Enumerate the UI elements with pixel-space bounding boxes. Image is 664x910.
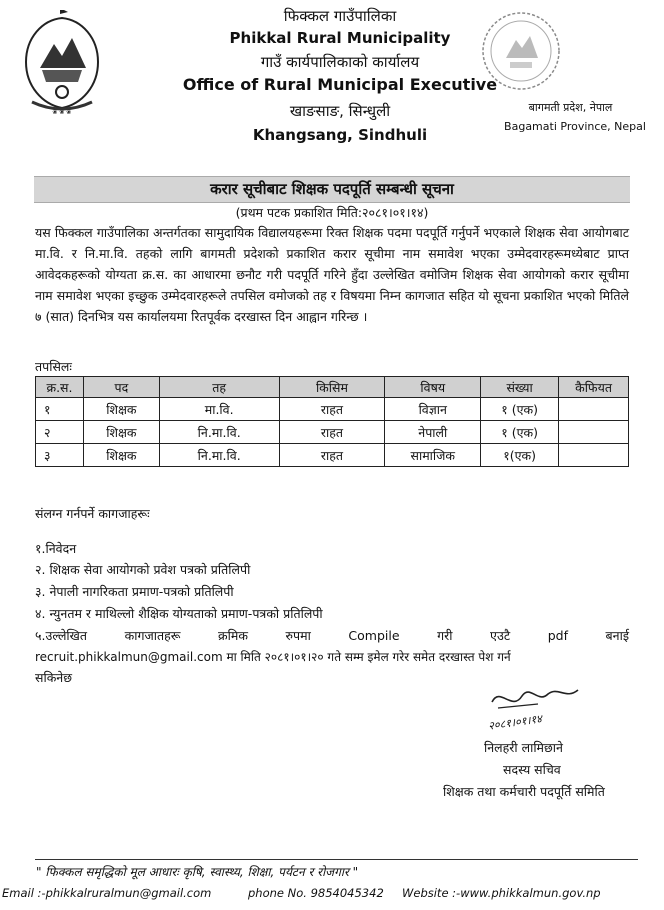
office-name-en: Office of Rural Municipal Executive — [182, 75, 498, 94]
vacancy-table — [35, 376, 629, 467]
footer-divider — [35, 859, 638, 860]
col-count: संख्या — [481, 377, 559, 398]
table-cell: १(एक) — [481, 444, 559, 467]
document-item-5-line3: सकिनेछ — [35, 670, 72, 685]
table-cell: १ (एक) — [481, 421, 559, 444]
table-cell: १ — [36, 398, 84, 421]
place-en: Khangsang, Sindhuli — [252, 126, 428, 144]
table-row — [36, 398, 629, 421]
table-cell: ३ — [36, 444, 84, 467]
table-cell — [559, 398, 629, 421]
document-item: ३. नेपाली नागरिकता प्रमाण-पत्रको प्रतिलिपी — [35, 584, 234, 599]
municipality-name-en: Phikkal Rural Municipality — [229, 29, 451, 47]
office-name-np: गाउँ कार्यपालिकाको कार्यालय — [260, 53, 420, 71]
col-subject: विषय — [385, 377, 481, 398]
documents-heading: संलग्न गर्नपर्ने कागजाहरूः — [35, 506, 150, 521]
province-en: Bagamati Province, Nepal — [504, 120, 646, 133]
table-cell: नि.मा.वि. — [159, 444, 279, 467]
notice-title-bar — [34, 176, 630, 203]
footer-email: Email :-phikkalruralmun@gmail.com — [2, 886, 212, 900]
document-item-5-line1: ५.उल्लेखित कागजातहरू क्रमिक रुपमा Compile गरी एउटै pdf बनाई — [35, 628, 629, 643]
province-np: बागमती प्रदेश, नेपाल — [528, 101, 613, 114]
table-cell: शिक्षक — [83, 398, 159, 421]
document-item-5-line2: recruit.phikkalmun@gmail.com मा मिति २०८१।०१।२० गते सम्म इमेल गरेर समेत दरखास्त पेश गर्न — [35, 650, 511, 664]
col-type: किसिम — [279, 377, 385, 398]
table-row — [36, 444, 629, 467]
table-cell: विज्ञान — [385, 398, 481, 421]
table-cell: मा.वि. — [159, 398, 279, 421]
table-cell — [559, 421, 629, 444]
col-remarks: कैफियत — [559, 377, 629, 398]
footer-phone: phone No. 9854045342 — [248, 886, 384, 900]
notice-body: यस फिक्कल गाउँपालिका अन्तर्गतका सामुदायिक विद्यालयहरूमा रिक्त शिक्षक पदमा पदपूर्ति गर्नुपर्ने भएकाले शिक्षक सेवा आयोगबाट मा.वि. र नि.मा.वि. तहको लागि बागमती प्रदेशको प्रकाशित करार सूचीमा नाम समावेश भएका उम्मेदवारहरूमध्येबाट प्राप्त आवेदकहरूको योग्यता क्र.स. का आधारमा छनौट गरी पदपूर्ति गरिने हुँदा उल्लेखित वमोजिम शिक्षक सेवा आयोगको करार सूचीमा नाम समावेश भएका इच्छुक उम्मेदवारहरूले तपसिल वमोजको तह र विषयमा निम्न कागजात सहित यो सूचना प्रकाशित भएको मितिले ७ (सात) दिनभित्र यस कार्यालयमा रितपूर्वक दरखास्त दिन आह्वान गरिन्छ । — [35, 225, 629, 324]
office-stamp — [480, 6, 562, 96]
document-item: २. शिक्षक सेवा आयोगको प्रवेश पत्रको प्रतिलिपी — [35, 562, 251, 577]
table-cell: राहत — [279, 421, 385, 444]
signatory-name: निलहरी लामिछाने — [484, 740, 563, 755]
notice-subtitle: (प्रथम पटक प्रकाशित मिति:२०८१।०१।१४) — [235, 205, 429, 220]
document-item: १.निवेदन — [35, 541, 77, 556]
municipality-name-np: फिक्कल गाउँपालिका — [283, 7, 397, 25]
table-cell: १ (एक) — [481, 398, 559, 421]
table-row — [36, 421, 629, 444]
table-cell: राहत — [279, 398, 385, 421]
footer-slogan: " फिक्कल समृद्धिको मूल आधारः कृषि, स्वास्थ्य, शिक्षा, पर्यटन र रोजगार " — [36, 865, 359, 879]
table-cell: २ — [36, 421, 84, 444]
nepal-emblem — [12, 10, 112, 120]
footer-website: Website :-www.phikkalmun.gov.np — [402, 886, 601, 900]
table-cell: शिक्षक — [83, 444, 159, 467]
tapsil-label: तपसिलः — [35, 359, 72, 374]
signatory-committee: शिक्षक तथा कर्मचारी पदपूर्ति समिति — [443, 784, 605, 799]
table-cell: राहत — [279, 444, 385, 467]
place-np: खाङसाङ, सिन्धुली — [289, 102, 391, 120]
table-cell: सामाजिक — [385, 444, 481, 467]
col-level: तह — [159, 377, 279, 398]
table-header-row — [36, 377, 629, 398]
table-cell — [559, 444, 629, 467]
signature-date: २०८१।०१।१४ — [487, 712, 543, 733]
table-cell: शिक्षक — [83, 421, 159, 444]
document-item: ४. न्युनतम र माथिल्लो शैक्षिक योग्यताको प्रमाण-पत्रको प्रतिलिपी — [35, 606, 323, 621]
col-post: पद — [83, 377, 159, 398]
notice-title: करार सूचीबाट शिक्षक पदपूर्ति सम्बन्धी सूचना — [210, 180, 454, 198]
table-cell: नि.मा.वि. — [159, 421, 279, 444]
col-serial: क्र.स. — [36, 377, 84, 398]
signatory-designation: सदस्य सचिव — [503, 762, 561, 777]
svg-text:❀ ❀ ❀: ❀ ❀ ❀ — [52, 109, 72, 116]
table-cell: नेपाली — [385, 421, 481, 444]
